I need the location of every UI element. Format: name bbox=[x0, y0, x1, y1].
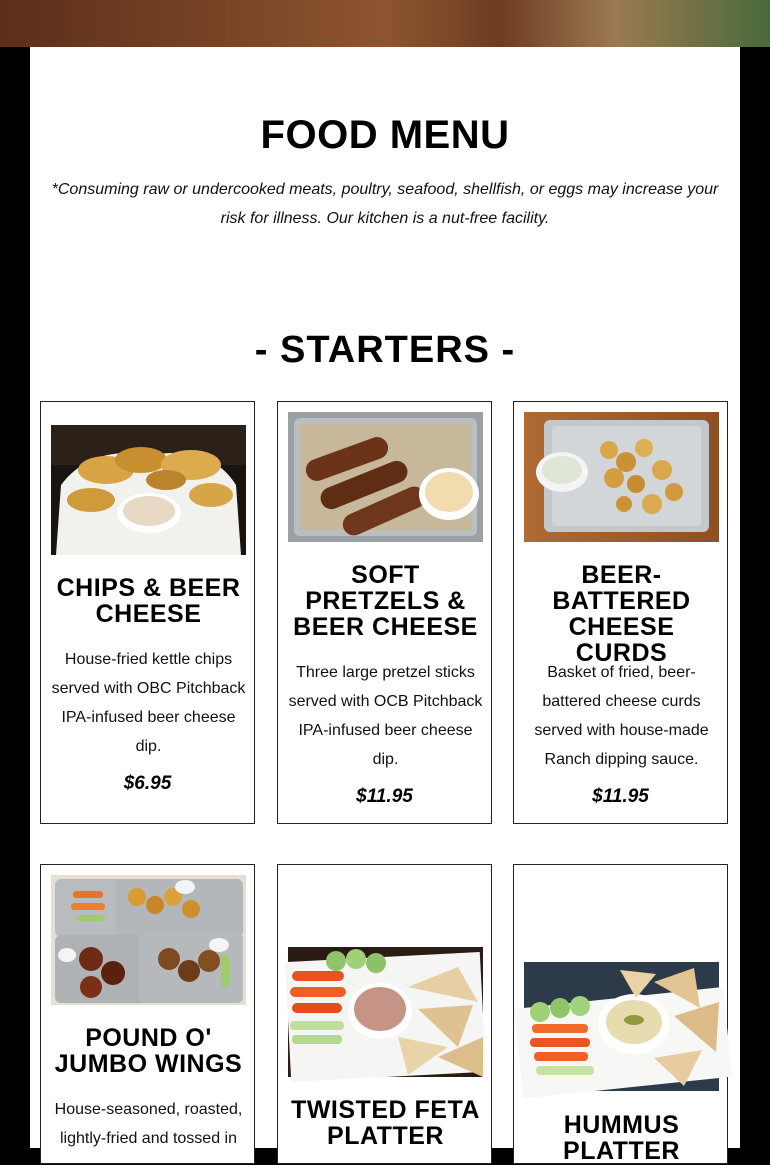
cheese-curds-photo bbox=[524, 412, 719, 542]
menu-item-description: House-seasoned, roasted, lightly-fried and tossed in bbox=[54, 1101, 243, 1147]
menu-item-price: $6.95 bbox=[123, 773, 172, 794]
menu-item-name: SOFT PRETZELS & BEER CHEESE bbox=[293, 561, 478, 641]
menu-item-description: House-fried kettle chips served with OBC Pitchback IPA-infused beer cheese dip. bbox=[51, 651, 246, 755]
menu-item-name: POUND O' JUMBO WINGS bbox=[54, 1024, 243, 1078]
page-title: FOOD MENU bbox=[260, 113, 510, 157]
section-title-starters: - STARTERS - bbox=[254, 329, 516, 371]
header-banner-image bbox=[0, 0, 770, 47]
chips-and-dip-photo bbox=[51, 425, 246, 555]
menu-item-name: HUMMUS PLATTER bbox=[563, 1111, 680, 1165]
wings-photo bbox=[51, 875, 246, 1005]
menu-item-card bbox=[513, 401, 728, 824]
menu-item-card bbox=[40, 401, 255, 824]
menu-item-card bbox=[277, 401, 492, 824]
menu-item-name: TWISTED FETA PLATTER bbox=[291, 1096, 480, 1150]
menu-item-price: $11.95 bbox=[592, 786, 649, 807]
food-safety-disclaimer: *Consuming raw or undercooked meats, poultry, seafood, shellfish, or eggs may increase your risk for illness. Our kitchen is a nut-free facility. bbox=[51, 181, 719, 227]
pretzel-sticks-photo bbox=[288, 412, 483, 542]
menu-item-card bbox=[513, 864, 728, 1164]
hummus-platter-photo bbox=[524, 962, 719, 1091]
menu-item-card bbox=[40, 864, 255, 1164]
menu-content bbox=[30, 47, 740, 1165]
feta-platter-photo bbox=[288, 947, 483, 1077]
menu-item-description: Three large pretzel sticks served with OCB Pitchback IPA-infused beer cheese dip. bbox=[288, 664, 483, 768]
menu-item-description: Basket of fried, beer-battered cheese curds served with house-made Ranch dipping sauce. bbox=[534, 664, 709, 768]
menu-item-card bbox=[277, 864, 492, 1164]
menu-item-name: BEER-BATTERED CHEESE CURDS bbox=[552, 561, 691, 667]
menu-item-name: CHIPS & BEER CHEESE bbox=[56, 574, 241, 628]
menu-item-price: $11.95 bbox=[356, 786, 413, 807]
